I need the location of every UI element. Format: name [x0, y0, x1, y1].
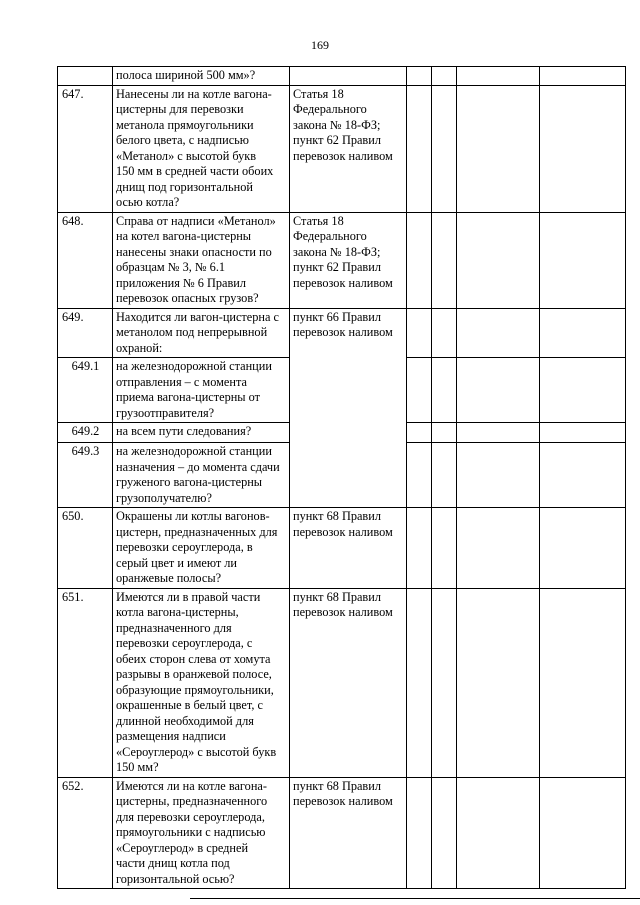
answer-cell-na[interactable]	[457, 777, 540, 889]
answer-cell-no[interactable]	[432, 212, 457, 308]
row-number: 652.	[58, 777, 113, 889]
row-number: 649.	[58, 308, 113, 358]
checklist-table	[57, 66, 626, 889]
reference-cell: пункт 68 Правил перевозок наливом	[290, 588, 407, 777]
answer-cell-yes[interactable]	[407, 308, 432, 358]
answer-cell-yes[interactable]	[407, 423, 432, 443]
answer-cell-no[interactable]	[432, 508, 457, 589]
note-cell[interactable]	[540, 423, 626, 443]
answer-cell-no[interactable]	[432, 443, 457, 508]
answer-cell-no[interactable]	[432, 588, 457, 777]
question-cell: Находится ли вагон-цистерна с метанолом под непрерывной охраной:	[113, 308, 290, 358]
question-cell: на железнодорожной станции назначения – до момента сдачи груженого вагона-цистерны грузополучателю?	[113, 443, 290, 508]
answer-cell-na[interactable]	[457, 358, 540, 423]
answer-cell-yes[interactable]	[407, 588, 432, 777]
answer-cell-na[interactable]	[457, 67, 540, 86]
reference-cell: пункт 68 Правил перевозок наливом	[290, 777, 407, 889]
note-cell[interactable]	[540, 588, 626, 777]
answer-cell-na[interactable]	[457, 588, 540, 777]
row-number: 649.3	[58, 443, 113, 508]
answer-cell-yes[interactable]	[407, 508, 432, 589]
reference-cell: Статья 18 Федерального закона № 18-ФЗ; пункт 62 Правил перевозок наливом	[290, 212, 407, 308]
answer-cell-no[interactable]	[432, 308, 457, 358]
table-row	[58, 85, 626, 212]
page-number: 169	[311, 38, 329, 52]
answer-cell-no[interactable]	[432, 777, 457, 889]
answer-cell-yes[interactable]	[407, 777, 432, 889]
row-number: 651.	[58, 588, 113, 777]
table-row	[58, 67, 626, 86]
note-cell[interactable]	[540, 777, 626, 889]
answer-cell-yes[interactable]	[407, 67, 432, 86]
note-cell[interactable]	[540, 308, 626, 358]
question-cell: Нанесены ли на котле вагона- цистерны для перевозки метанола прямоугольники белого цвета, с надписью «Метанол» с высотой букв 150 мм в средней части обоих днищ под горизонтальной осью котла?	[113, 85, 290, 212]
answer-cell-yes[interactable]	[407, 212, 432, 308]
reference-cell	[290, 67, 407, 86]
note-cell[interactable]	[540, 85, 626, 212]
answer-cell-na[interactable]	[457, 212, 540, 308]
bottom-rule	[190, 898, 640, 899]
answer-cell-na[interactable]	[457, 443, 540, 508]
answer-cell-na[interactable]	[457, 308, 540, 358]
row-number: 648.	[58, 212, 113, 308]
question-cell: Имеются ли в правой части котла вагона-цистерны, предназначенного для перевозки сероуглерода, с обеих сторон слева от хомута разрывы в оранжевой полосе, образующие прямоугольники, окрашенные в белый цвет, с длинной необходимой для размещения надписи «Сероуглерод» с высотой букв 150 мм?	[113, 588, 290, 777]
answer-cell-na[interactable]	[457, 423, 540, 443]
table-row	[58, 308, 626, 358]
question-cell: Окрашены ли котлы вагонов- цистерн, предназначенных для перевозки сероуглерода, в серый цвет и имеют ли оранжевые полосы?	[113, 508, 290, 589]
note-cell[interactable]	[540, 212, 626, 308]
reference-cell: Статья 18 Федерального закона № 18-ФЗ; пункт 62 Правил перевозок наливом	[290, 85, 407, 212]
question-cell: на всем пути следования?	[113, 423, 290, 443]
row-number: 650.	[58, 508, 113, 589]
note-cell[interactable]	[540, 358, 626, 423]
answer-cell-no[interactable]	[432, 67, 457, 86]
note-cell[interactable]	[540, 67, 626, 86]
answer-cell-yes[interactable]	[407, 358, 432, 423]
question-cell: полоса шириной 500 мм»?	[113, 67, 290, 86]
row-number: 649.1	[58, 358, 113, 423]
reference-cell: пункт 66 Правил перевозок наливом	[290, 308, 407, 508]
answer-cell-no[interactable]	[432, 423, 457, 443]
row-number: 647.	[58, 85, 113, 212]
question-cell: на железнодорожной станции отправления – с момента приема вагона-цистерны от грузоотправителя?	[113, 358, 290, 423]
answer-cell-yes[interactable]	[407, 85, 432, 212]
answer-cell-no[interactable]	[432, 358, 457, 423]
table-row	[58, 508, 626, 589]
table-row	[58, 777, 626, 889]
row-number: 649.2	[58, 423, 113, 443]
answer-cell-na[interactable]	[457, 508, 540, 589]
table-row	[58, 588, 626, 777]
answer-cell-yes[interactable]	[407, 443, 432, 508]
answer-cell-na[interactable]	[457, 85, 540, 212]
question-cell: Имеются ли на котле вагона- цистерны, предназначенного для перевозки сероуглерода, прямоугольники с надписью «Сероуглерод» в средней части днищ котла под горизонтальной осью?	[113, 777, 290, 889]
question-cell: Справа от надписи «Метанол» на котел вагона-цистерны нанесены знаки опасности по образцам № 3, № 6.1 приложения № 6 Правил перевозок опасных грузов?	[113, 212, 290, 308]
reference-cell: пункт 68 Правил перевозок наливом	[290, 508, 407, 589]
table-row	[58, 212, 626, 308]
row-number	[58, 67, 113, 86]
note-cell[interactable]	[540, 443, 626, 508]
note-cell[interactable]	[540, 508, 626, 589]
answer-cell-no[interactable]	[432, 85, 457, 212]
